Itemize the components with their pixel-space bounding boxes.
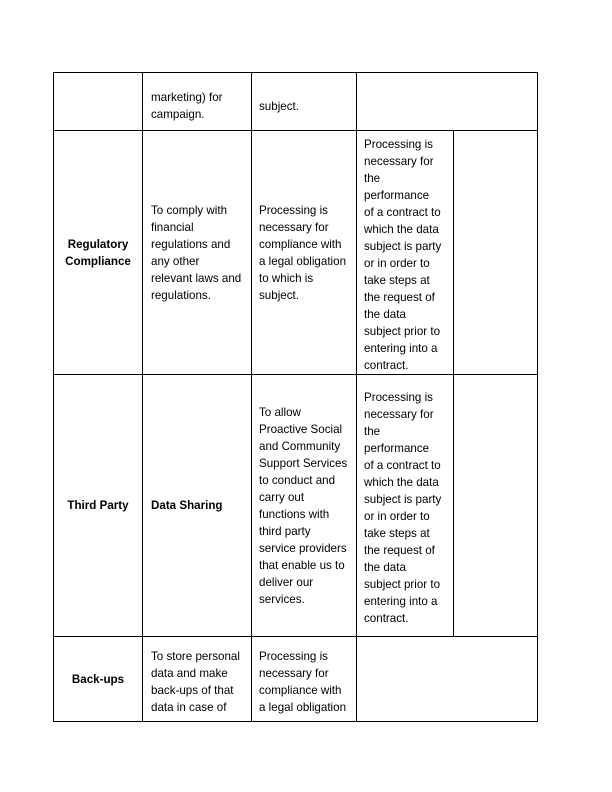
category-cell (54, 637, 143, 722)
purpose-cell (143, 131, 252, 375)
legal-basis-alt-cell (357, 637, 538, 722)
legal-basis-text: Processing is necessary for compliance with a legal obligation to which is subject. (259, 203, 347, 302)
purpose-cell (143, 637, 252, 722)
legal-basis-alt-text: Processing is necessary for the performance of a contract to which the data subject is party or in order to take steps at the request of the data subject prior to entering into a contract. (364, 138, 442, 372)
category-cell (54, 131, 143, 375)
legal-basis-alt-text (357, 675, 537, 684)
category-cell (54, 375, 143, 637)
empty-cell (454, 375, 538, 637)
legal-basis-alt-text (357, 97, 537, 106)
category-label: Third Party (67, 499, 129, 512)
legal-basis-cell (252, 375, 357, 637)
table-row (54, 375, 538, 637)
empty-cell (454, 131, 538, 375)
table-row (54, 131, 538, 375)
data-processing-table (53, 72, 538, 722)
category-label: Regulatory Compliance (65, 237, 131, 268)
purpose-text: marketing) for campaign. (151, 91, 223, 121)
purpose-text: Data Sharing (151, 499, 223, 512)
legal-basis-text: To allow Proactive Social and Community Support Services to conduct and carry out functions with third party service providers that enable us to deliver our services. (259, 405, 348, 606)
legal-basis-cell (252, 131, 357, 375)
legal-basis-text: subject. (259, 99, 299, 113)
category-cell (54, 73, 143, 131)
purpose-text: To store personal data and make back-ups of that data in case of (151, 649, 240, 714)
legal-basis-text: Processing is necessary for compliance with a legal obligation (259, 649, 347, 714)
category-label: Back-ups (71, 672, 125, 686)
legal-basis-cell (252, 73, 357, 131)
table-row (54, 637, 538, 722)
table-row (54, 73, 538, 131)
legal-basis-alt-cell (357, 131, 454, 375)
purpose-cell (143, 375, 252, 637)
legal-basis-cell (252, 637, 357, 722)
purpose-cell (143, 73, 252, 131)
legal-basis-alt-text: Processing is necessary for the performance of a contract to which the data subject is party or in order to take steps at the request of the data subject prior to entering into a contract. (364, 391, 442, 625)
legal-basis-alt-cell (357, 375, 454, 637)
legal-basis-alt-cell (357, 73, 538, 131)
purpose-text: To comply with financial regulations and any other relevant laws and regulations. (151, 203, 242, 302)
